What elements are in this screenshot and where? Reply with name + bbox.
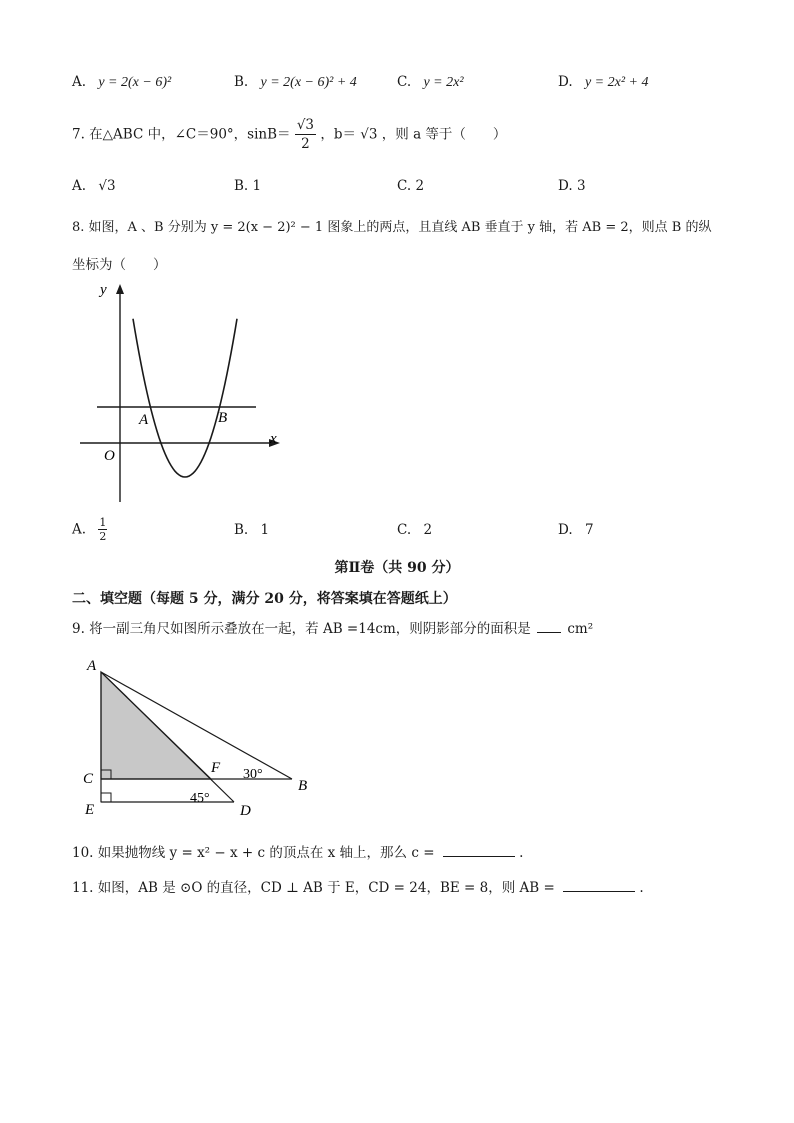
x-axis-label: x — [270, 431, 277, 447]
q9-stem: 9. 将一副三角尺如图所示叠放在一起，若 AB =14cm，则阴影部分的面积是 cm² — [72, 621, 594, 637]
y-axis-label: y — [100, 282, 107, 298]
label-c: C — [83, 771, 94, 787]
q7-option-d[interactable]: D. 3 — [558, 178, 586, 194]
point-a-label: A — [139, 412, 149, 428]
y-axis-arrow-icon — [116, 284, 124, 294]
q7-option-c[interactable]: C. 2 — [397, 178, 425, 194]
q7-stem: 7. 在△ABC 中，∠C＝90°，sinB＝ $\frac{√3}{2}$ ，b＝ √3 ，则 a 等于（ ） — [72, 117, 507, 152]
q9-answer-blank[interactable] — [537, 620, 561, 633]
q8-option-d[interactable]: D. 7 — [558, 522, 594, 538]
label-e: E — [85, 802, 95, 818]
right-angle-e-icon — [101, 793, 111, 802]
q6-option-d[interactable]: D. y = 2x² + 4 — [558, 74, 649, 90]
angle-45-label: 45° — [190, 791, 210, 806]
q6-option-a[interactable]: A. y = 2(x − 6)² — [72, 74, 172, 90]
q11-answer-blank[interactable] — [563, 879, 635, 892]
q10-answer-blank[interactable] — [443, 844, 515, 857]
q11-stem: 11. 如图，AB 是 ⊙O 的直径，CD ⊥ AB 于 E，CD = 24，BE = 8，则 AB = . — [72, 880, 644, 896]
q7-option-a[interactable]: A. √3 — [72, 178, 116, 194]
q7-option-b[interactable]: B. 1 — [234, 178, 262, 194]
q8-option-a[interactable]: A. $\frac{1}{2}$ — [72, 516, 107, 543]
q8-parabola-figure — [70, 280, 300, 510]
q8-option-b[interactable]: B. 1 — [234, 522, 270, 538]
section-title: 第Ⅱ卷（共 90 分） — [334, 560, 460, 576]
label-d: D — [240, 803, 251, 819]
parabola-curve — [133, 319, 237, 477]
q6-option-b[interactable]: B. y = 2(x − 6)² + 4 — [234, 74, 357, 90]
point-b-label: B — [218, 410, 228, 426]
q8-option-c[interactable]: C. 2 — [397, 522, 433, 538]
q8-stem-line1: 8. 如图，A 、B 分别为 y = 2(x − 2)² − 1 图象上的两点，且直线 AB 垂直于 y 轴，若 AB = 2，则点 B 的纵 — [72, 220, 712, 235]
label-b: B — [298, 778, 308, 794]
origin-label: O — [104, 448, 115, 464]
q10-stem: 10. 如果抛物线 y = x² − x + c 的顶点在 x 轴上，那么 c = . — [72, 845, 524, 861]
label-f: F — [211, 760, 221, 776]
q6-option-c[interactable]: C. y = 2x² — [397, 74, 464, 90]
q8-option-a-fraction: $\frac{1}{2}$ — [99, 516, 107, 543]
q7-fraction: $\frac{√3}{2}$ — [296, 117, 315, 152]
q8-stem-line2: 坐标为（ ） — [72, 257, 167, 273]
label-a: A — [87, 658, 97, 674]
section-heading: 二、填空题（每题 5 分，满分 20 分，将答案填在答题纸上） — [72, 591, 457, 607]
q9-triangle-figure — [78, 652, 328, 824]
angle-30-label: 30° — [243, 767, 263, 782]
